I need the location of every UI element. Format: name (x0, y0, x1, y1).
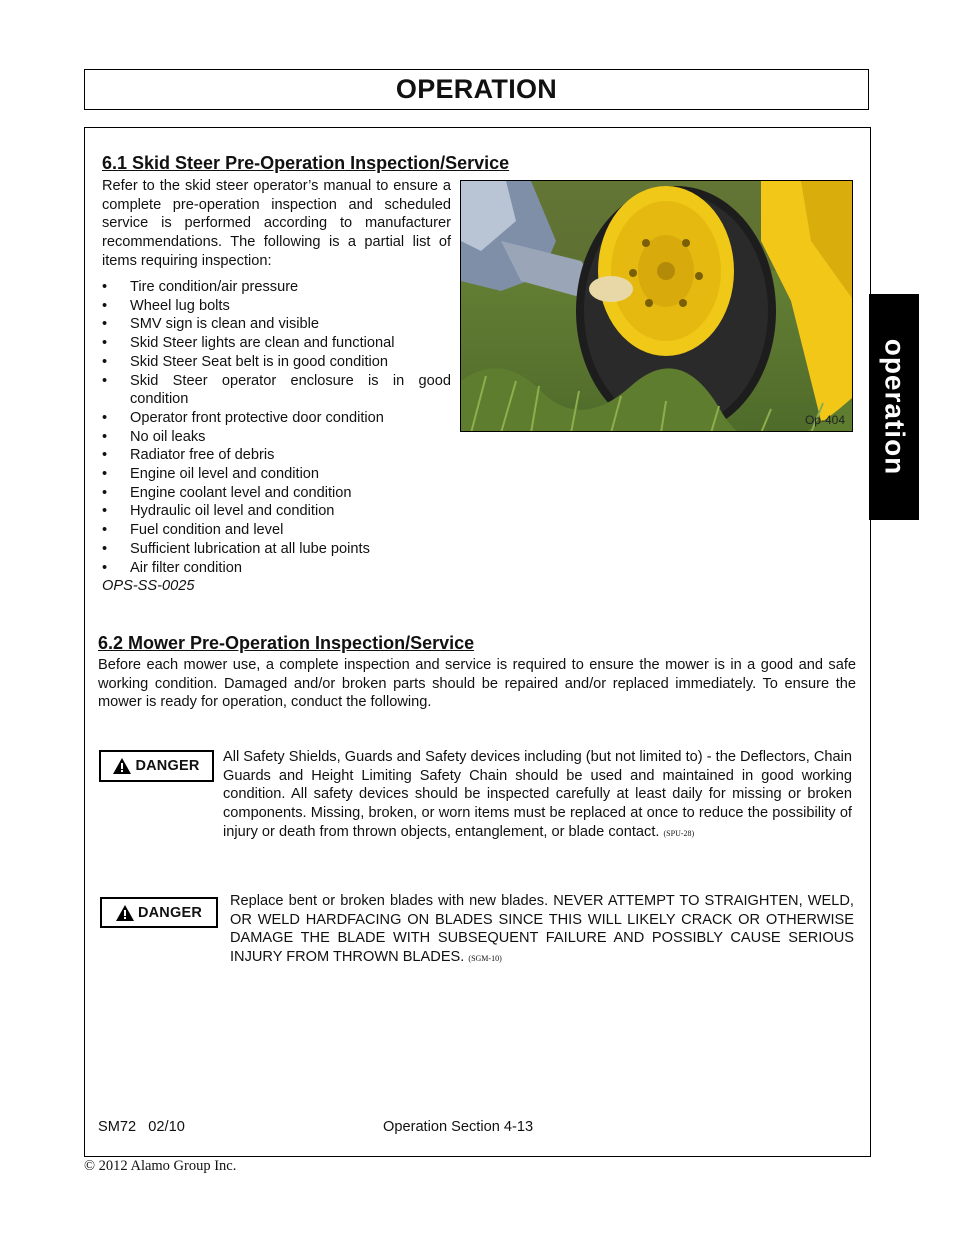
danger-text: All Safety Shields, Guards and Safety devices including (but not limited to) - the Deflectors, Chain Guards and Height Limiting Safety Chain should be used and maintained in good working condition. All safety devices should be inspected carefully at least daily for missing or broken components. Missing, broken, or worn items must be replaced at once to reduce the possibility of injury or death from thrown objects, entanglement, or blade contact. (SPU-28) (223, 749, 852, 840)
warning-triangle-icon (113, 758, 131, 774)
wheel-inspection-photo (460, 180, 853, 432)
list-item: • Operator front protective door condition (102, 409, 384, 426)
inspection-list (102, 278, 451, 577)
section-2-heading: 6.2 Mower Pre-Operation Inspection/Service (98, 633, 475, 653)
danger-label: DANGER (135, 758, 200, 774)
list-item: • Hydraulic oil level and condition (102, 503, 335, 520)
list-item: • Engine coolant level and condition (102, 484, 352, 501)
footer-section: Operation Section 4-13 (383, 1119, 534, 1135)
danger-badge (100, 897, 218, 928)
list-item: • Skid Steer operator enclosure is in good condition (102, 372, 451, 408)
list-item: • Tire condition/air pressure (102, 279, 299, 295)
list-item: • Radiator free of debris (102, 447, 275, 464)
list-item: • No oil leaks (102, 428, 206, 445)
page-title: OPERATION (395, 74, 558, 104)
side-tab (869, 294, 919, 520)
section-1-intro: Refer to the skid steer operator’s manual to ensure a complete pre-operation inspection and scheduled service is performed according to manufacturer recommendations. The following is a partial list of items requiring inspection: (102, 178, 451, 269)
footer-date: 02/10 (148, 1119, 185, 1135)
section-1-heading: 6.1 Skid Steer Pre-Operation Inspection/Service (102, 153, 510, 173)
warning-triangle-icon (116, 905, 134, 921)
reference-code: OPS-SS-0025 (102, 578, 195, 594)
danger-badge (99, 750, 214, 782)
danger-text: Replace bent or broken blades with new blades. NEVER ATTEMPT TO STRAIGHTEN, WELD, OR WELD HARDFACING ON BLADES SINCE THIS WILL LIKELY CRACK OR OTHERWISE DAMAGE THE BLADE WITH SUBSEQUENT FAILURE AND POSSIBLY CAUSE SERIOUS INJURY FROM THROWN BLADES. (SGM-10) (230, 893, 854, 966)
section-2-intro: Before each mower use, a complete inspection and service is required to ensure the mower is in a good and safe working condition. Damaged and/or broken parts should be repaired and/or replaced immediately. To ensure the mower is ready for operation, conduct the following. (98, 657, 856, 711)
footer-model: SM72 02/10 (98, 1119, 185, 1135)
list-item: • Air filter condition (102, 559, 242, 576)
page-header (84, 69, 869, 110)
list-item: • Skid Steer lights are clean and functional (102, 335, 395, 352)
list-item: • SMV sign is clean and visible (102, 316, 319, 333)
side-tab-label: operation (879, 338, 910, 476)
list-item: • Engine oil level and condition (102, 466, 320, 483)
list-item: • Skid Steer Seat belt is in good condition (102, 353, 388, 370)
danger-code: (SGM-10) (468, 954, 502, 964)
photo-illustration (461, 181, 853, 432)
danger-code: (SPU-28) (663, 828, 695, 838)
list-item: • Sufficient lubrication at all lube points (102, 540, 370, 557)
list-item: • Wheel lug bolts (102, 297, 230, 314)
list-item: • Fuel condition and level (102, 522, 284, 539)
danger-label: DANGER (137, 904, 203, 921)
photo-label: Op-404 (804, 413, 845, 427)
copyright: © 2012 Alamo Group Inc. (84, 1158, 237, 1174)
